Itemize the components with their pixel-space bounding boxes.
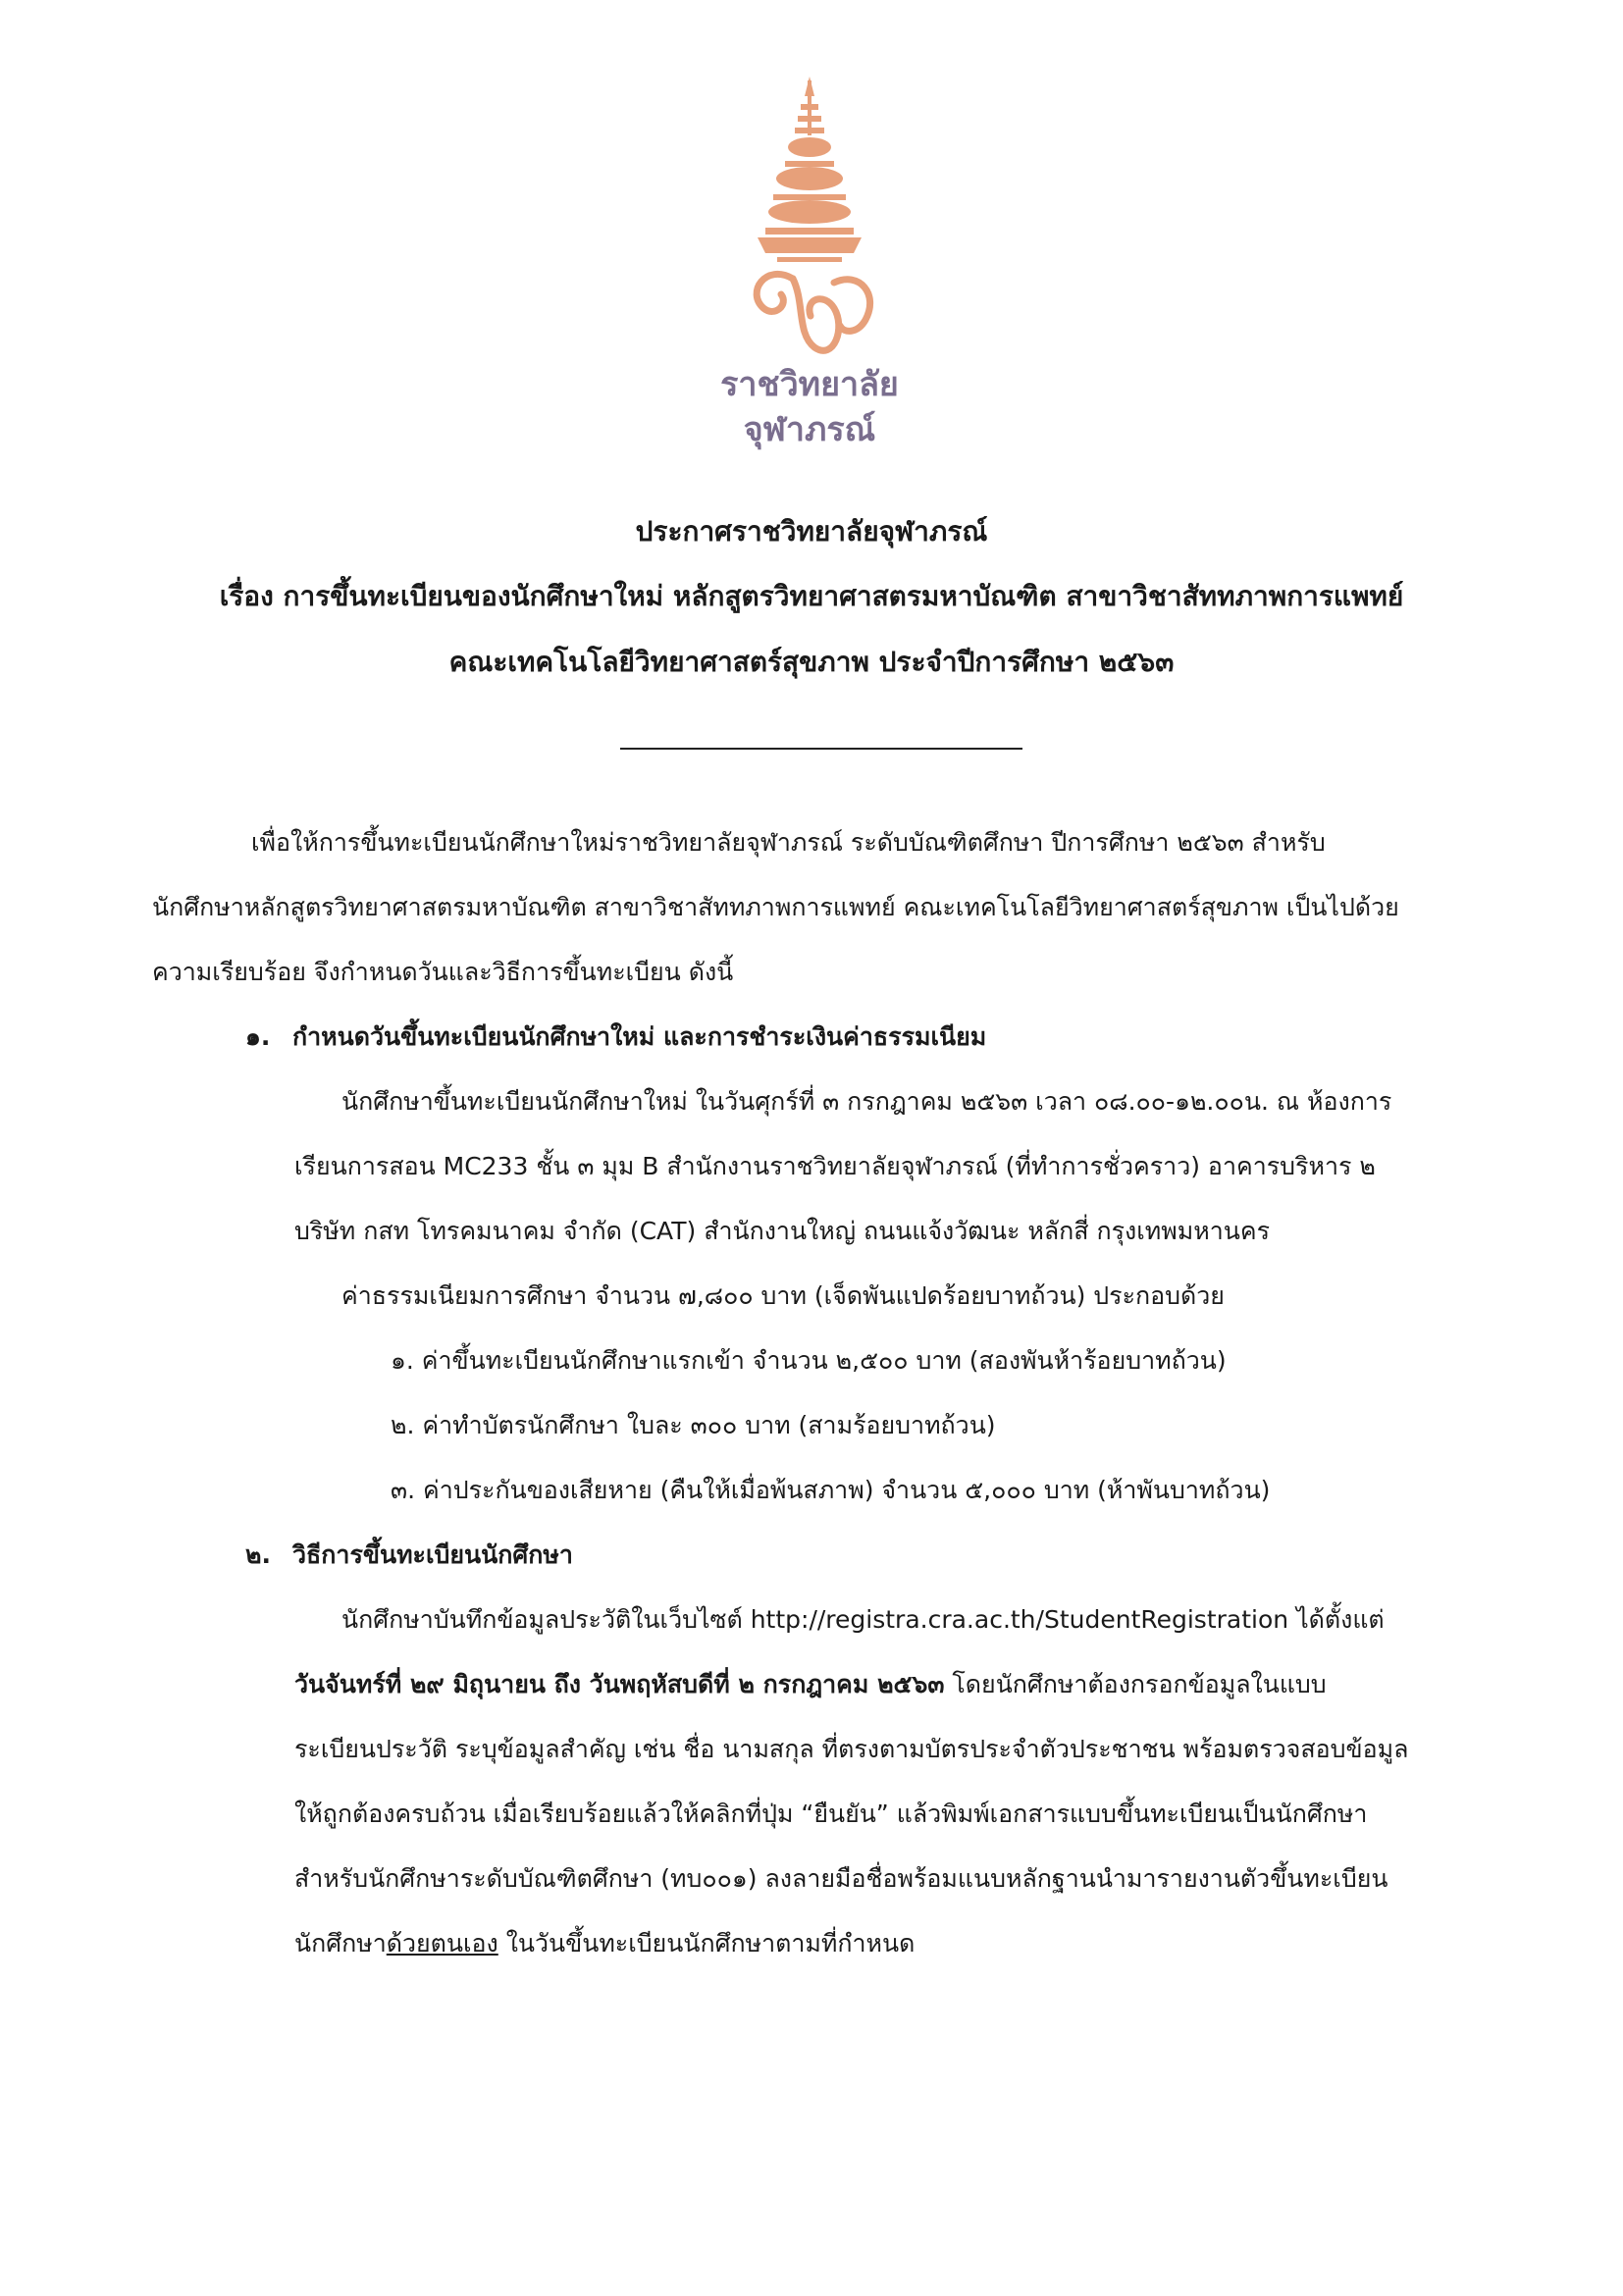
section2-line-6 bbox=[294, 1925, 915, 1962]
intro-line-3: ความเรียบร้อย จึงกำหนดวันและวิธีการขึ้นทะเบียน ดังนี้ bbox=[152, 958, 734, 986]
section2-line-6-start: นักศึกษา bbox=[294, 1929, 387, 1957]
section2-line-1: นักศึกษาบันทึกข้อมูลประวัติในเว็บไซต์ http://registra.cra.ac.th/StudentRegistration ได้ตั้งแต่ bbox=[341, 1605, 1385, 1634]
section1-line-1: นักศึกษาขึ้นทะเบียนนักศึกษาใหม่ ในวันศุกร์ที่ ๓ กรกฎาคม ๒๕๖๓ เวลา ๐๘.๐๐-๑๒.๐๐น. ณ ห้องการ bbox=[341, 1087, 1392, 1116]
section2-line-4: ให้ถูกต้องครบถ้วน เมื่อเรียบร้อยแล้วให้คลิกที่ปุ่ม “ยืนยัน” แล้วพิมพ์เอกสารแบบขึ้นทะเบียนเป็นนักศึกษา bbox=[294, 1800, 1368, 1828]
title-divider bbox=[620, 748, 1022, 750]
section2-line-2 bbox=[294, 1666, 1327, 1703]
section1-line-3: บริษัท กสท โทรคมนาคม จำกัด (CAT) สำนักงานใหญ่ ถนนแจ้งวัฒนะ หลักสี่ กรุงเทพมหานคร bbox=[294, 1217, 1271, 1245]
logo-text-line2: จุฬาภรณ์ bbox=[743, 410, 876, 449]
section2-line-3: ระเบียนประวัติ ระบุข้อมูลสำคัญ เช่น ชื่อ นามสกุล ที่ตรงตามบัตรประจำตัวประชาชน พร้อมตรวจสอบข้อมูล bbox=[294, 1735, 1409, 1763]
registration-period: วันจันทร์ที่ ๒๙ มิถุนายน ถึง วันพฤหัสบดีที่ ๒ กรกฎาคม ๒๕๖๓ bbox=[294, 1670, 945, 1698]
section2-line-5: สำหรับนักศึกษาระดับบัณฑิตศึกษา (ทบ๐๐๑) ลงลายมือชื่อพร้อมแนบหลักฐานนำมารายงานตัวขึ้นทะเบียน bbox=[294, 1864, 1388, 1893]
section1-title: กำหนดวันขึ้นทะเบียนนักศึกษาใหม่ และการชำระเงินค่าธรรมเนียม bbox=[292, 1022, 987, 1051]
fee-item-2: ๒. ค่าทำบัตรนักศึกษา ใบละ ๓๐๐ บาท (สามร้อยบาทถ้วน) bbox=[391, 1411, 996, 1439]
fee-item-3: ๓. ค่าประกันของเสียหาย (คืนให้เมื่อพ้นสภาพ) จำนวน ๕,๐๐๐ บาท (ห้าพันบาทถ้วน) bbox=[391, 1476, 1271, 1504]
intro-line-1: เพื่อให้การขึ้นทะเบียนนักศึกษาใหม่ราชวิทยาลัยจุฬาภรณ์ ระดับบัณฑิตศึกษา ปีการศึกษา ๒๕๖๓ สำหรับ bbox=[251, 828, 1326, 857]
section1-number: ๑. bbox=[245, 1022, 271, 1051]
section2-title: วิธีการขึ้นทะเบียนนักศึกษา bbox=[292, 1540, 573, 1569]
section2-heading bbox=[245, 1537, 573, 1574]
logo-text-line1: ราชวิทยาลัย bbox=[720, 365, 899, 404]
section2-line-6-end: ในวันขึ้นทะเบียนนักศึกษาตามที่กำหนด bbox=[497, 1929, 916, 1957]
announcement-title: ประกาศราชวิทยาลัยจุฬาภรณ์ bbox=[635, 515, 988, 548]
announcement-subject-line2: คณะเทคโนโลยีวิทยาศาสตร์สุขภาพ ประจำปีการศึกษา ๒๕๖๓ bbox=[448, 646, 1175, 678]
section2-line-2-rest: โดยนักศึกษาต้องกรอกข้อมูลในแบบ bbox=[944, 1670, 1327, 1698]
fee-item-1: ๑. ค่าขึ้นทะเบียนนักศึกษาแรกเข้า จำนวน ๒,๕๐๐ บาท (สองพันห้าร้อยบาทถ้วน) bbox=[391, 1346, 1227, 1375]
section1-line-2: เรียนการสอน MC233 ชั้น ๓ มุม B สำนักงานราชวิทยาลัยจุฬาภรณ์ (ที่ทำการชั่วคราว) อาคารบริหาร ๒ bbox=[294, 1152, 1376, 1180]
fee-intro: ค่าธรรมเนียมการศึกษา จำนวน ๗,๘๐๐ บาท (เจ็ดพันแปดร้อยบาทถ้วน) ประกอบด้วย bbox=[341, 1281, 1225, 1310]
section1-heading bbox=[245, 1018, 986, 1056]
in-person-emphasis: ด้วยตนเอง bbox=[386, 1929, 498, 1957]
section2-number: ๒. bbox=[245, 1540, 271, 1569]
announcement-subject: เรื่อง การขึ้นทะเบียนของนักศึกษาใหม่ หลักสูตรวิทยาศาสตรมหาบัณฑิต สาขาวิชาสัททภาพการแพทย์ bbox=[219, 580, 1404, 612]
intro-line-2: นักศึกษาหลักสูตรวิทยาศาสตรมหาบัณฑิต สาขาวิชาสัททภาพการแพทย์ คณะเทคโนโลยีวิทยาศาสตร์สุขภาพ เป็นไปด้วย bbox=[152, 893, 1399, 921]
